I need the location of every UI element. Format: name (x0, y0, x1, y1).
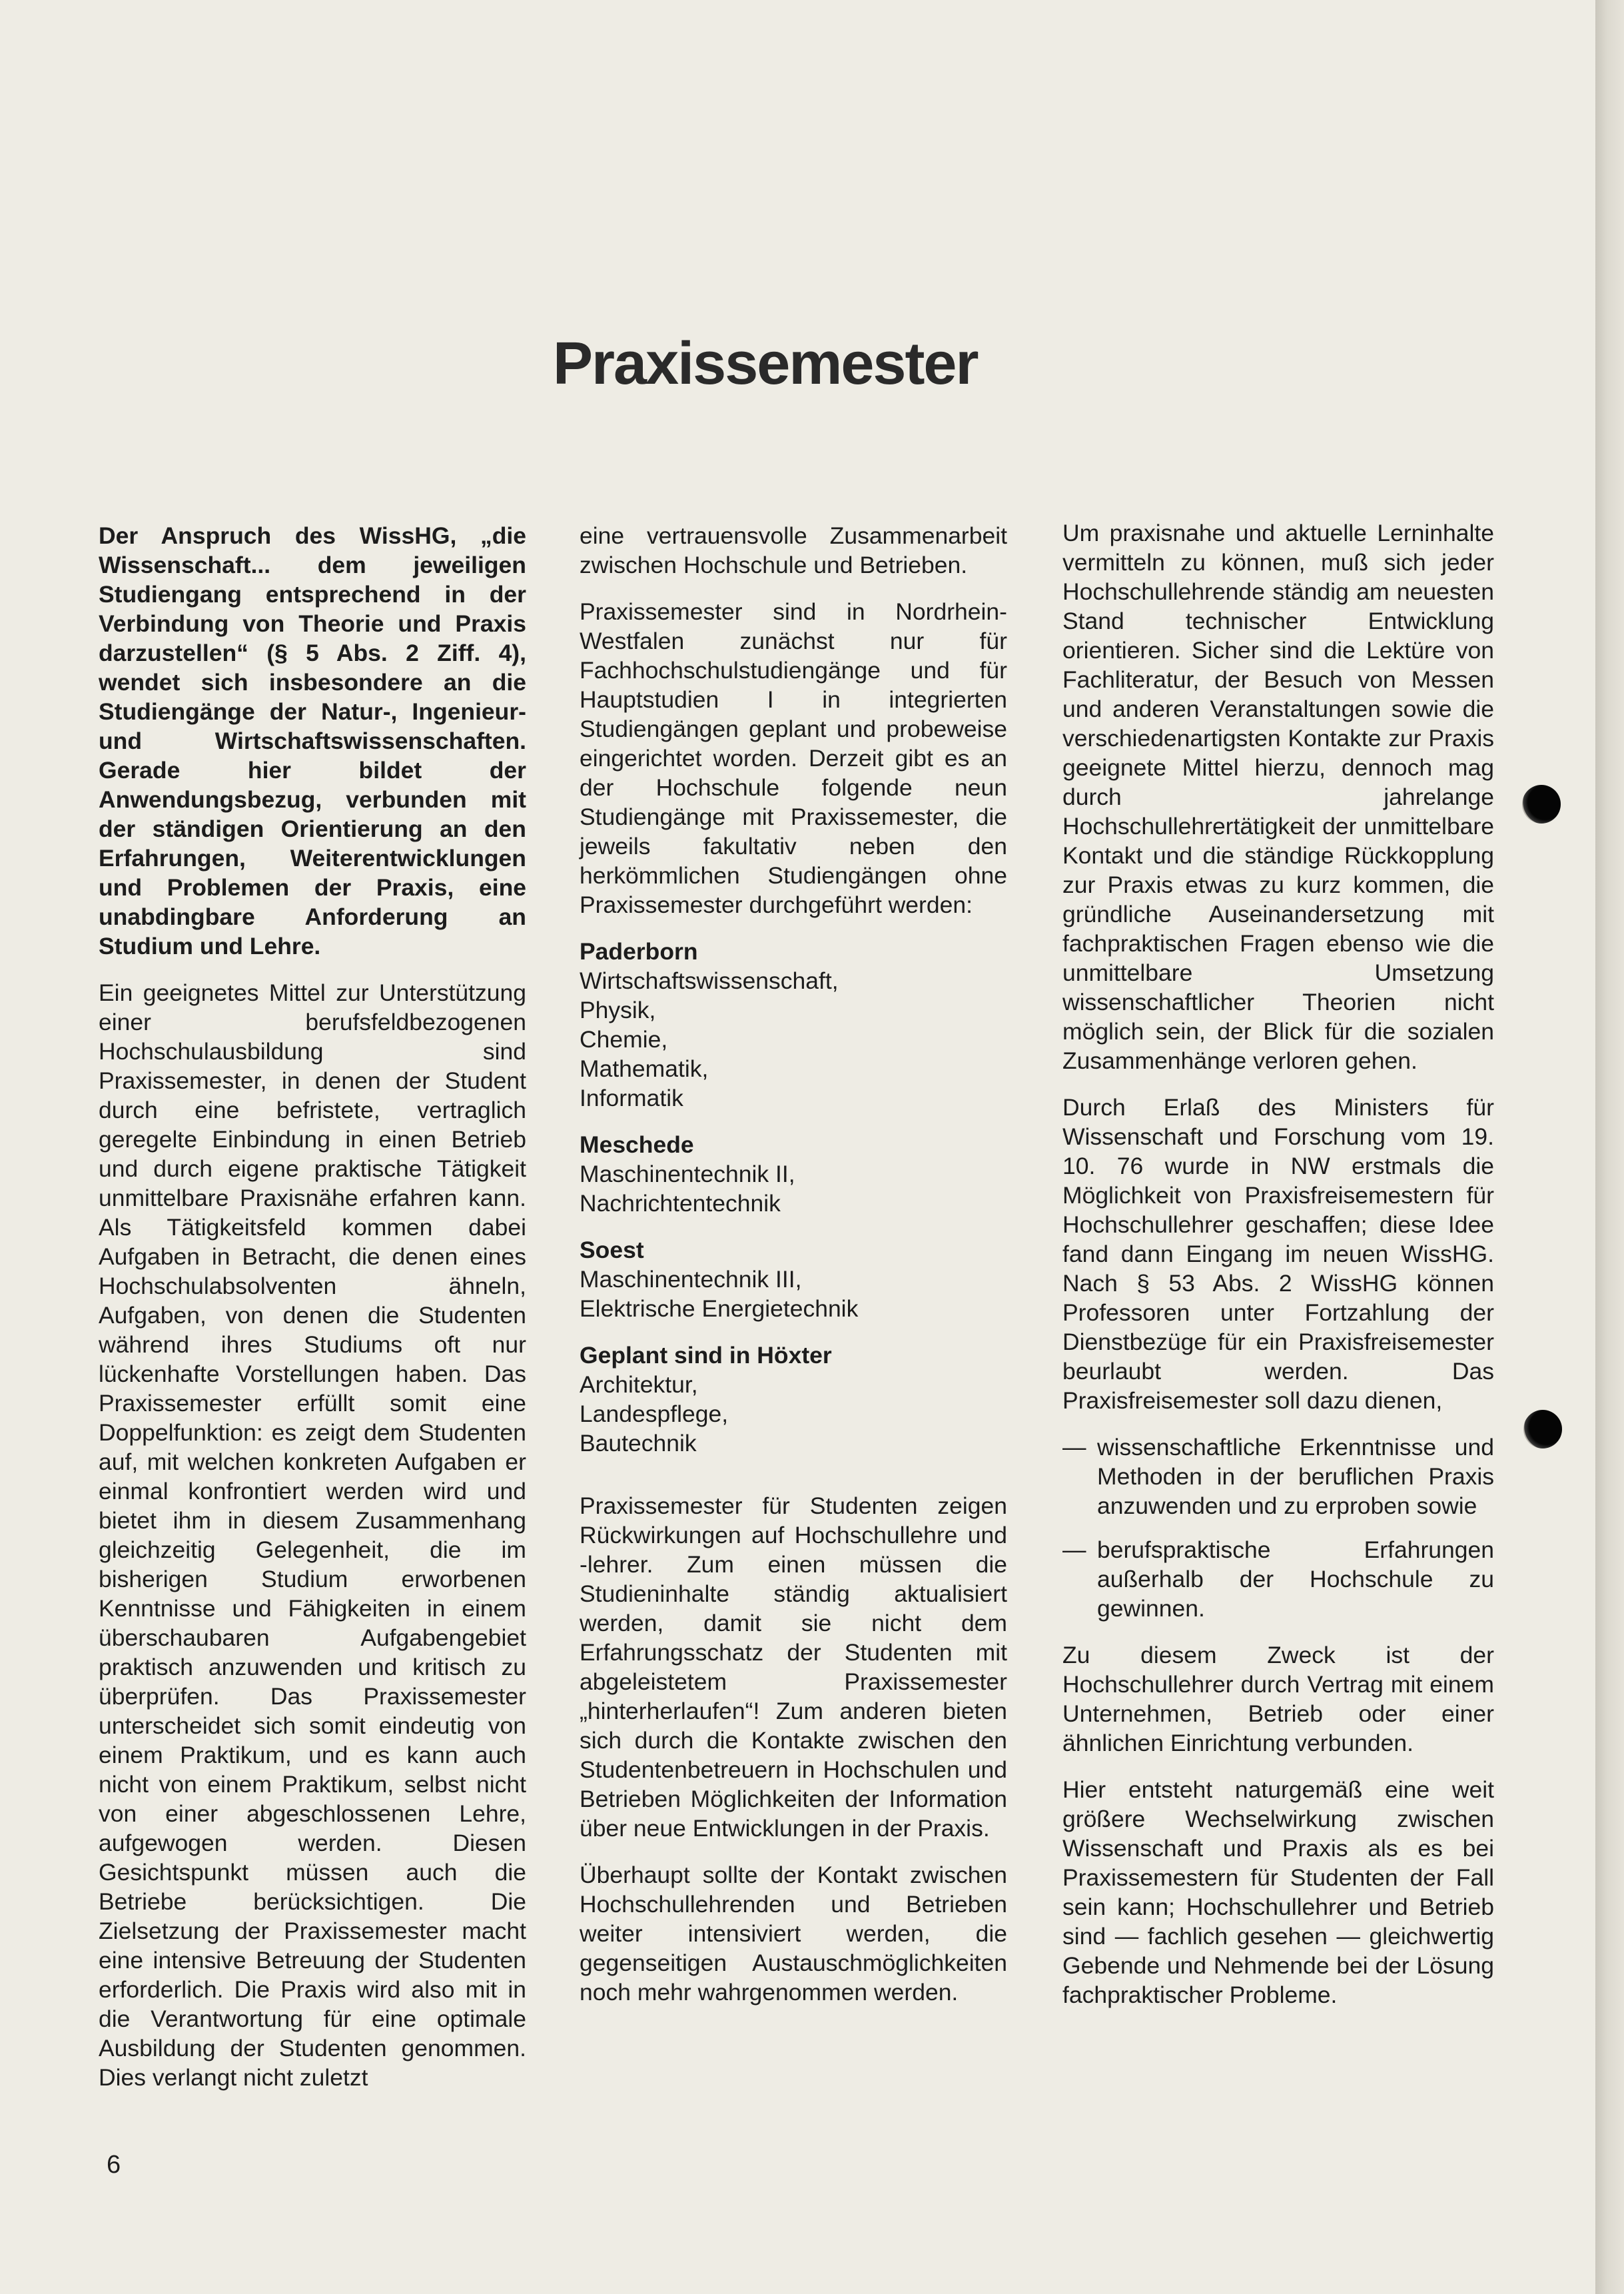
list-item: Nachrichtentechnik (580, 1190, 781, 1217)
list-item: Maschinentechnik III, (580, 1266, 802, 1293)
list-item (1062, 1433, 1494, 1520)
dash-list (1062, 1433, 1494, 1623)
paragraph: Überhaupt sollte der Kontakt zwischen Hochschullehrenden und Betrieben weiter intensiviert werden, die gegenseitigen Austauschmöglichkeiten noch mehr wahrgenommen werden. (580, 1862, 1007, 2006)
location-name: Geplant sind in Höxter (580, 1342, 832, 1369)
paragraph: Um praxisnahe und aktuelle Lerninhalte vermitteln zu können, muß sich jeder Hochschullehrende ständig am neuesten Stand technischer Entwicklung orientieren. Sicher sind die Lektüre von Fachliteratur, der Besuch von Messen und anderen Veranstaltungen sowie die verschiedenartigsten Kontakte zur Praxis geeignete Mittel hierzu, dennoch mag durch jahrelange Hochschullehrertätigkeit der unmittelbare Kontakt und die ständige Rückkopplung zur Praxis etwas zu kurz kommen, die gründliche Auseinandersetzung mit fachpraktischen Fragen ebenso wie die unmittelbare Umsetzung wissenschaftlicher Theorien nicht möglich sein, der Blick für die sozialen Zusammenhänge verloren gehen. (1062, 520, 1494, 1074)
location-list-hoexter (580, 1341, 1007, 1458)
column-1 (99, 521, 526, 2109)
punch-hole-bottom (1523, 1410, 1562, 1448)
dash-marker: — (1062, 1434, 1086, 1460)
list-item: Informatik (580, 1085, 683, 1111)
column-2 (580, 521, 1007, 2024)
list-item: Architektur, (580, 1371, 698, 1398)
paragraph: Durch Erlaß des Ministers für Wissenschaft und Forschung vom 19. 10. 76 wurde in NW erstmals die Möglichkeit von Praxisfreisemestern für Hochschullehrer geschaffen; diese Idee fand dann Eingang im neuen WissHG. Nach § 53 Abs. 2 WissHG können Professoren unter Fortzahlung der Dienstbezüge für ein Praxisfreisemester beurlaubt werden. Das Praxisfreisemester soll dazu dienen, (1062, 1094, 1494, 1414)
page-title: Praxissemester (553, 330, 978, 398)
paragraph: Zu diesem Zweck ist der Hochschullehrer durch Vertrag mit einem Unternehmen, Betrieb oder einer ähnlichen Einrichtung verbunden. (1062, 1642, 1494, 1756)
location-list-soest (580, 1235, 1007, 1323)
punch-hole-top (1522, 785, 1561, 824)
paragraph: eine vertrauensvolle Zusammenarbeit zwischen Hochschule und Betrieben. (580, 522, 1007, 578)
list-item-text: wissenschaftliche Erkenntnisse und Methoden in der beruflichen Praxis anzuwenden und zu erproben sowie (1097, 1434, 1494, 1519)
page-edge (1595, 0, 1624, 2294)
paragraph: Hier entsteht naturgemäß eine weit größere Wechselwirkung zwischen Wissenschaft und Praxis als es bei Praxissemestern für Studenten der Fall sein kann; Hochschullehrer und Betrieb sind — fachlich gesehen — gleichwertig Gebende und Nehmende bei der Lösung fachpraktischer Probleme. (1062, 1776, 1494, 2008)
list-item: Chemie, (580, 1026, 668, 1053)
dash-marker: — (1062, 1536, 1086, 1563)
location-name: Paderborn (580, 938, 698, 965)
location-name: Soest (580, 1237, 644, 1263)
list-item (1062, 1535, 1494, 1623)
list-item: Mathematik, (580, 1055, 709, 1082)
list-item: Maschinentechnik II, (580, 1161, 795, 1187)
paragraph: Praxissemester für Studenten zeigen Rückwirkungen auf Hochschullehre und -lehrer. Zum einen müssen die Studieninhalte ständig aktualisiert werden, damit sie nicht dem Erfahrungsschatz der Studenten mit abgeleistetem Praxissemester „hinterherlaufen“! Zum anderen bieten sich durch die Kontakte zwischen den Studentenbetreuern in Hochschulen und Betrieben Möglichkeiten der Information über neue Entwicklungen in der Praxis. (580, 1492, 1007, 1842)
list-item: Elektrische Energietechnik (580, 1295, 859, 1322)
list-item: Physik, (580, 997, 656, 1023)
lead-paragraph: Der Anspruch des WissHG, „die Wissenschaft... dem jeweiligen Studiengang entsprechend in der Verbindung von Theorie und Praxis darzustellen“ (§ 5 Abs. 2 Ziff. 4), wendet sich insbesondere an die Studiengänge der Natur-, Ingenieur- und Wirtschaftswissenschaften. Gerade hier bildet der Anwendungsbezug, verbunden mit der ständigen Orientierung an den Erfahrungen, Weiterentwicklungen und Problemen der Praxis, eine unabdingbare Anforderung an Studium und Lehre. (99, 522, 526, 959)
list-item: Landespflege, (580, 1401, 729, 1427)
page-number: 6 (107, 2151, 121, 2179)
paragraph: Praxissemester sind in Nordrhein-Westfalen zunächst nur für Fachhochschulstudiengänge und für Hauptstudien I in integrierten Studiengängen geplant und probeweise eingerichtet worden. Derzeit gibt es an der Hochschule folgende neun Studiengänge mit Praxissemester, die jeweils fakultativ neben den herkömmlichen Studiengängen ohne Praxissemester durchgeführt werden: (580, 598, 1007, 918)
location-name: Meschede (580, 1131, 694, 1158)
column-3 (1062, 518, 1494, 2027)
list-item-text: berufspraktische Erfahrungen außerhalb der Hochschule zu gewinnen. (1097, 1536, 1494, 1622)
list-item: Wirtschaftswissenschaft, (580, 967, 839, 994)
location-list-meschede (580, 1130, 1007, 1218)
list-item: Bautechnik (580, 1430, 697, 1456)
paragraph: Ein geeignetes Mittel zur Unterstützung einer berufsfeldbezogenen Hochschulausbildung sind Praxissemester, in denen der Student durch eine befristete, vertraglich geregelte Einbindung in einen Betrieb und durch eigene praktische Tätigkeit unmittelbare Praxisnähe erfahren kann. Als Tätigkeitsfeld kommen dabei Aufgaben in Betracht, die denen eines Hochschulabsolventen ähneln, Aufgaben, von denen die Studenten während ihres Studiums oft nur lückenhafte Vorstellungen haben. Das Praxissemester erfüllt somit eine Doppelfunktion: es zeigt dem Studenten auf, mit welchen konkreten Aufgaben er einmal konfrontiert werden wird und bietet ihm in diesem Zusammenhang gleichzeitig Gelegenheit, die im bisherigen Studium erworbenen Kenntnisse und Fähigkeiten in einem überschaubaren Aufgabengebiet praktisch anzuwenden und kritisch zu überprüfen. Das Praxissemester unterscheidet sich somit eindeutig von einem Praktikum, und es kann auch nicht von einem Praktikum, selbst nicht von einer abgeschlossenen Lehre, aufgewogen werden. Diesen Gesichtspunkt müssen auch die Betriebe berücksichtigen. Die Zielsetzung der Praxissemester macht eine intensive Betreuung der Studenten erforderlich. Die Praxis wird also mit in die Verantwortung für eine optimale Ausbildung der Studenten genommen. Dies verlangt nicht zuletzt (99, 979, 526, 2091)
location-list-paderborn (580, 937, 1007, 1113)
